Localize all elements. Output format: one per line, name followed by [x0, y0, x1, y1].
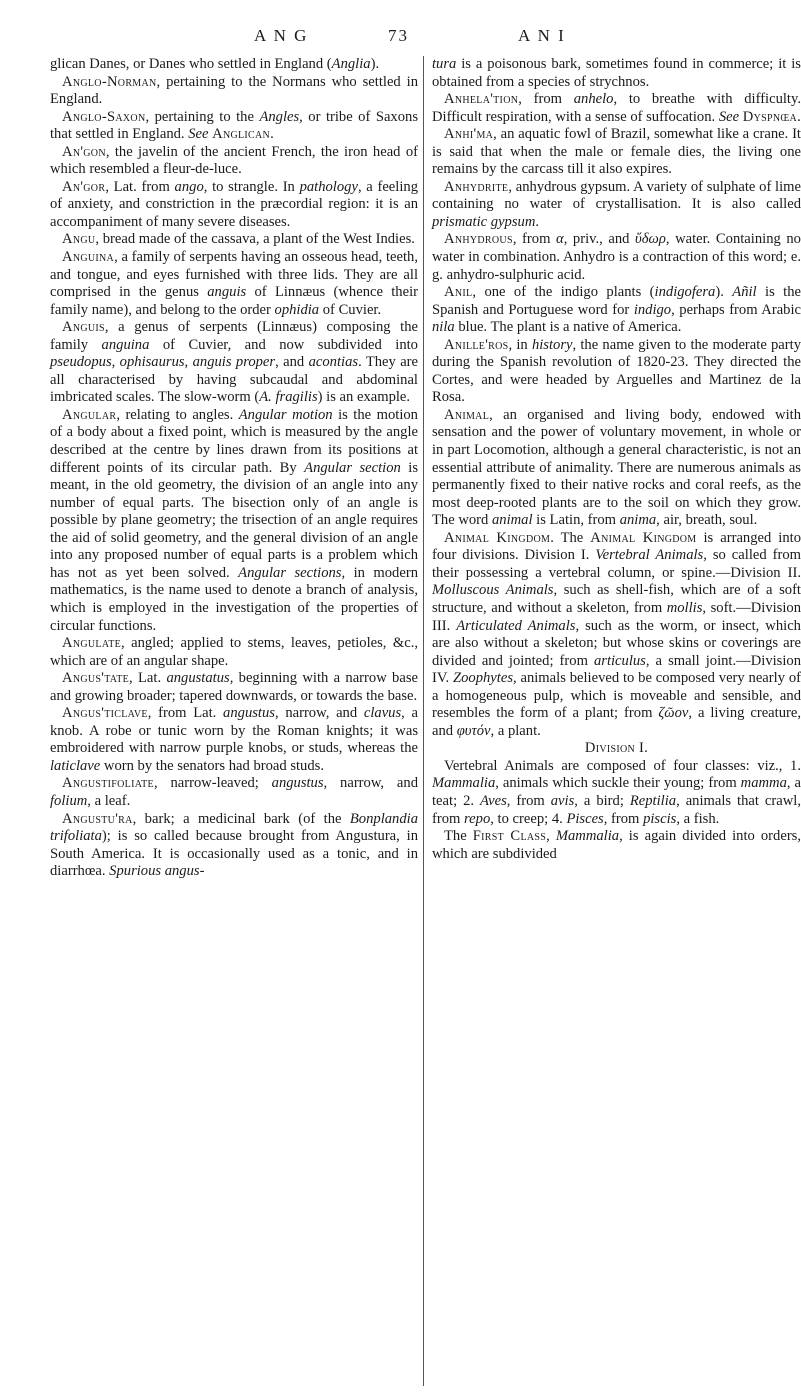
dictionary-entry: Anhydrous, from α, priv., and ὕδωρ, water. Containing no water in combination. Anhydro is a contraction of this word; e. g. anhydro-sulphuric acid.: [432, 231, 801, 283]
dictionary-entry: Anhi'ma, an aquatic fowl of Brazil, somewhat like a crane. It is said that when the male or female dies, the living one remains by the carcass till it also expires.: [432, 126, 801, 178]
right-column: [432, 56, 801, 863]
dictionary-entry: Angus'tate, Lat. angustatus, beginning with a narrow base and growing broader; tapered downwards, or towards the base.: [50, 670, 418, 704]
dictionary-entry: The First Class, Mammalia, is again divided into orders, which are subdivided: [432, 828, 801, 862]
dictionary-entry: An'gon, the javelin of the ancient French, the iron head of which resembled a fleur-de-luce.: [50, 143, 418, 178]
page-number: 73: [388, 26, 409, 45]
dictionary-entry: Division I.: [584, 740, 649, 757]
dictionary-entry: Anguina, a family of serpents having an osseous head, teeth, and tongue, and eyes furnished with three lids. They are all comprised in the genus anguis of Linnæus (whence their family name), and belong to the order ophidia of Cuvier.: [50, 249, 418, 318]
running-header: [0, 26, 800, 50]
dictionary-entry: Anguis, a genus of serpents (Linnæus) composing the family anguina of Cuvier, and now subdivided into pseudopus, ophisaurus, anguis proper, and acontias. They are all characterised by having subcaudal and abdominal imbricated scales. The slow-worm (A. fragilis) is an example.: [50, 319, 419, 406]
dictionary-entry: glican Danes, or Danes who settled in England (Anglia).: [50, 56, 380, 72]
dictionary-entry: Anhela'tion, from anhelo, to breathe with difficulty. Difficult respiration, with a sense of suffocation. See Dyspnœa.: [432, 91, 801, 125]
header-left-guide: A N G: [254, 26, 309, 45]
dictionary-entry: Anil, one of the indigo plants (indigofera). Añil is the Spanish and Portuguese word for indigo, perhaps from Arabic nila blue. The plant is a native of America.: [432, 284, 801, 336]
dictionary-entry: An'gor, Lat. from ango, to strangle. In pathology, a feeling of anxiety, and constriction in the præcordial region: it is an accompaniment of many severe diseases.: [50, 178, 418, 230]
dictionary-entry: Angustifoliate, narrow-leaved; angustus, narrow, and folium, a leaf.: [50, 775, 418, 809]
column-divider: [423, 56, 424, 1386]
dictionary-entry: Animal, an organised and living body, endowed with sensation and the power of voluntary movement, in whole or in part Locomotion, although a general characteristic, is not an essential attribute of animality. There are numerous animals as permanently fixed to their native rocks and coral reefs, as the most deep-rooted plants are to the soil on which they grow. The word animal is Latin, from anima, air, breath, soul.: [432, 406, 801, 529]
dictionary-entry: Angustu'ra, bark; a medicinal bark (of the Bonplandia trifoliata); is so called because brought from Angustura, in South America. It is occasionally used as a tonic, and in diarrhœa. Spurious angus-: [50, 810, 418, 880]
dictionary-entry: Anglo-Norman, pertaining to the Normans who settled in England.: [50, 73, 418, 108]
header-right-guide: A N I: [518, 26, 566, 45]
dictionary-entry: tura is a poisonous bark, sometimes found in commerce; it is obtained from a species of strychnos.: [432, 56, 801, 90]
dictionary-entry: Anglo-Saxon, pertaining to the Angles, or tribe of Saxons that settled in England. See Anglican.: [50, 108, 418, 143]
dictionary-entry: Angu, bread made of the cassava, a plant of the West Indies.: [62, 231, 415, 248]
dictionary-entry: Anille'ros, in history, the name given to the moderate party during the Spanish revolution of 1820-23. They directed the Cortes, and were headed by Arguelles and Martinez de la Rosa.: [432, 336, 801, 406]
dictionary-entry: Angus'ticlave, from Lat. angustus, narrow, and clavus, a knob. A robe or tunic worn by the Roman knights; it was embroidered with narrow purple knobs, or studs, whereas the laticlave worn by the senators had broad studs.: [50, 705, 418, 774]
dictionary-entry: Anhydrite, anhydrous gypsum. A variety of sulphate of lime containing no water of crystallisation. It is also called prismatic gypsum.: [432, 178, 801, 230]
dictionary-entry: Animal Kingdom. The Animal Kingdom is arranged into four divisions. Division I. Vertebral Animals, so called from their possessing a vertebral column, or spine.—Division II. Molluscous Animals, such as shell-fish, which are of a soft structure, and without a skeleton, from mollis, soft.—Division III. Articulated Animals, such as the worm, or insect, which are also without a skeleton; but whose skins or coverings are divided and jointed; from articulus, a small joint.—Division IV. Zoophytes, animals believed to be composed very nearly of a homogeneous pulp, which is moveable and sensible, and resembles the form of a plant; from ζῶον, a living creature, and φυτόν, a plant.: [432, 529, 801, 739]
dictionary-entry: Vertebral Animals are composed of four classes: viz., 1. Mammalia, animals which suckle their young; from mamma, a teat; 2. Aves, from avis, a bird; Reptilia, animals that crawl, from repo, to creep; 4. Pisces, from piscis, a fish.: [432, 757, 801, 827]
dictionary-entry: Angulate, angled; applied to stems, leaves, petioles, &c., which are of an angular shape.: [50, 635, 418, 669]
dictionary-entry: Angular, relating to angles. Angular motion is the motion of a body about a fixed point, which is measured by the angle described at the centre by lines drawn from its positions at different points of its circular path. By Angular section is meant, in the old geometry, the division of an angle into any number of equal parts. The bisection only of an angle is possible by plane geometry; the trisection of an angle requires the aid of solid geometry, and the general division of an angle into any proposed number of equal parts is a problem which has not as yet been solved. Angular sections, in modern mathematics, is the name used to denote a branch of analysis, which is employed in the investigation of the properties of circular functions.: [50, 406, 419, 634]
left-column: [50, 56, 418, 881]
